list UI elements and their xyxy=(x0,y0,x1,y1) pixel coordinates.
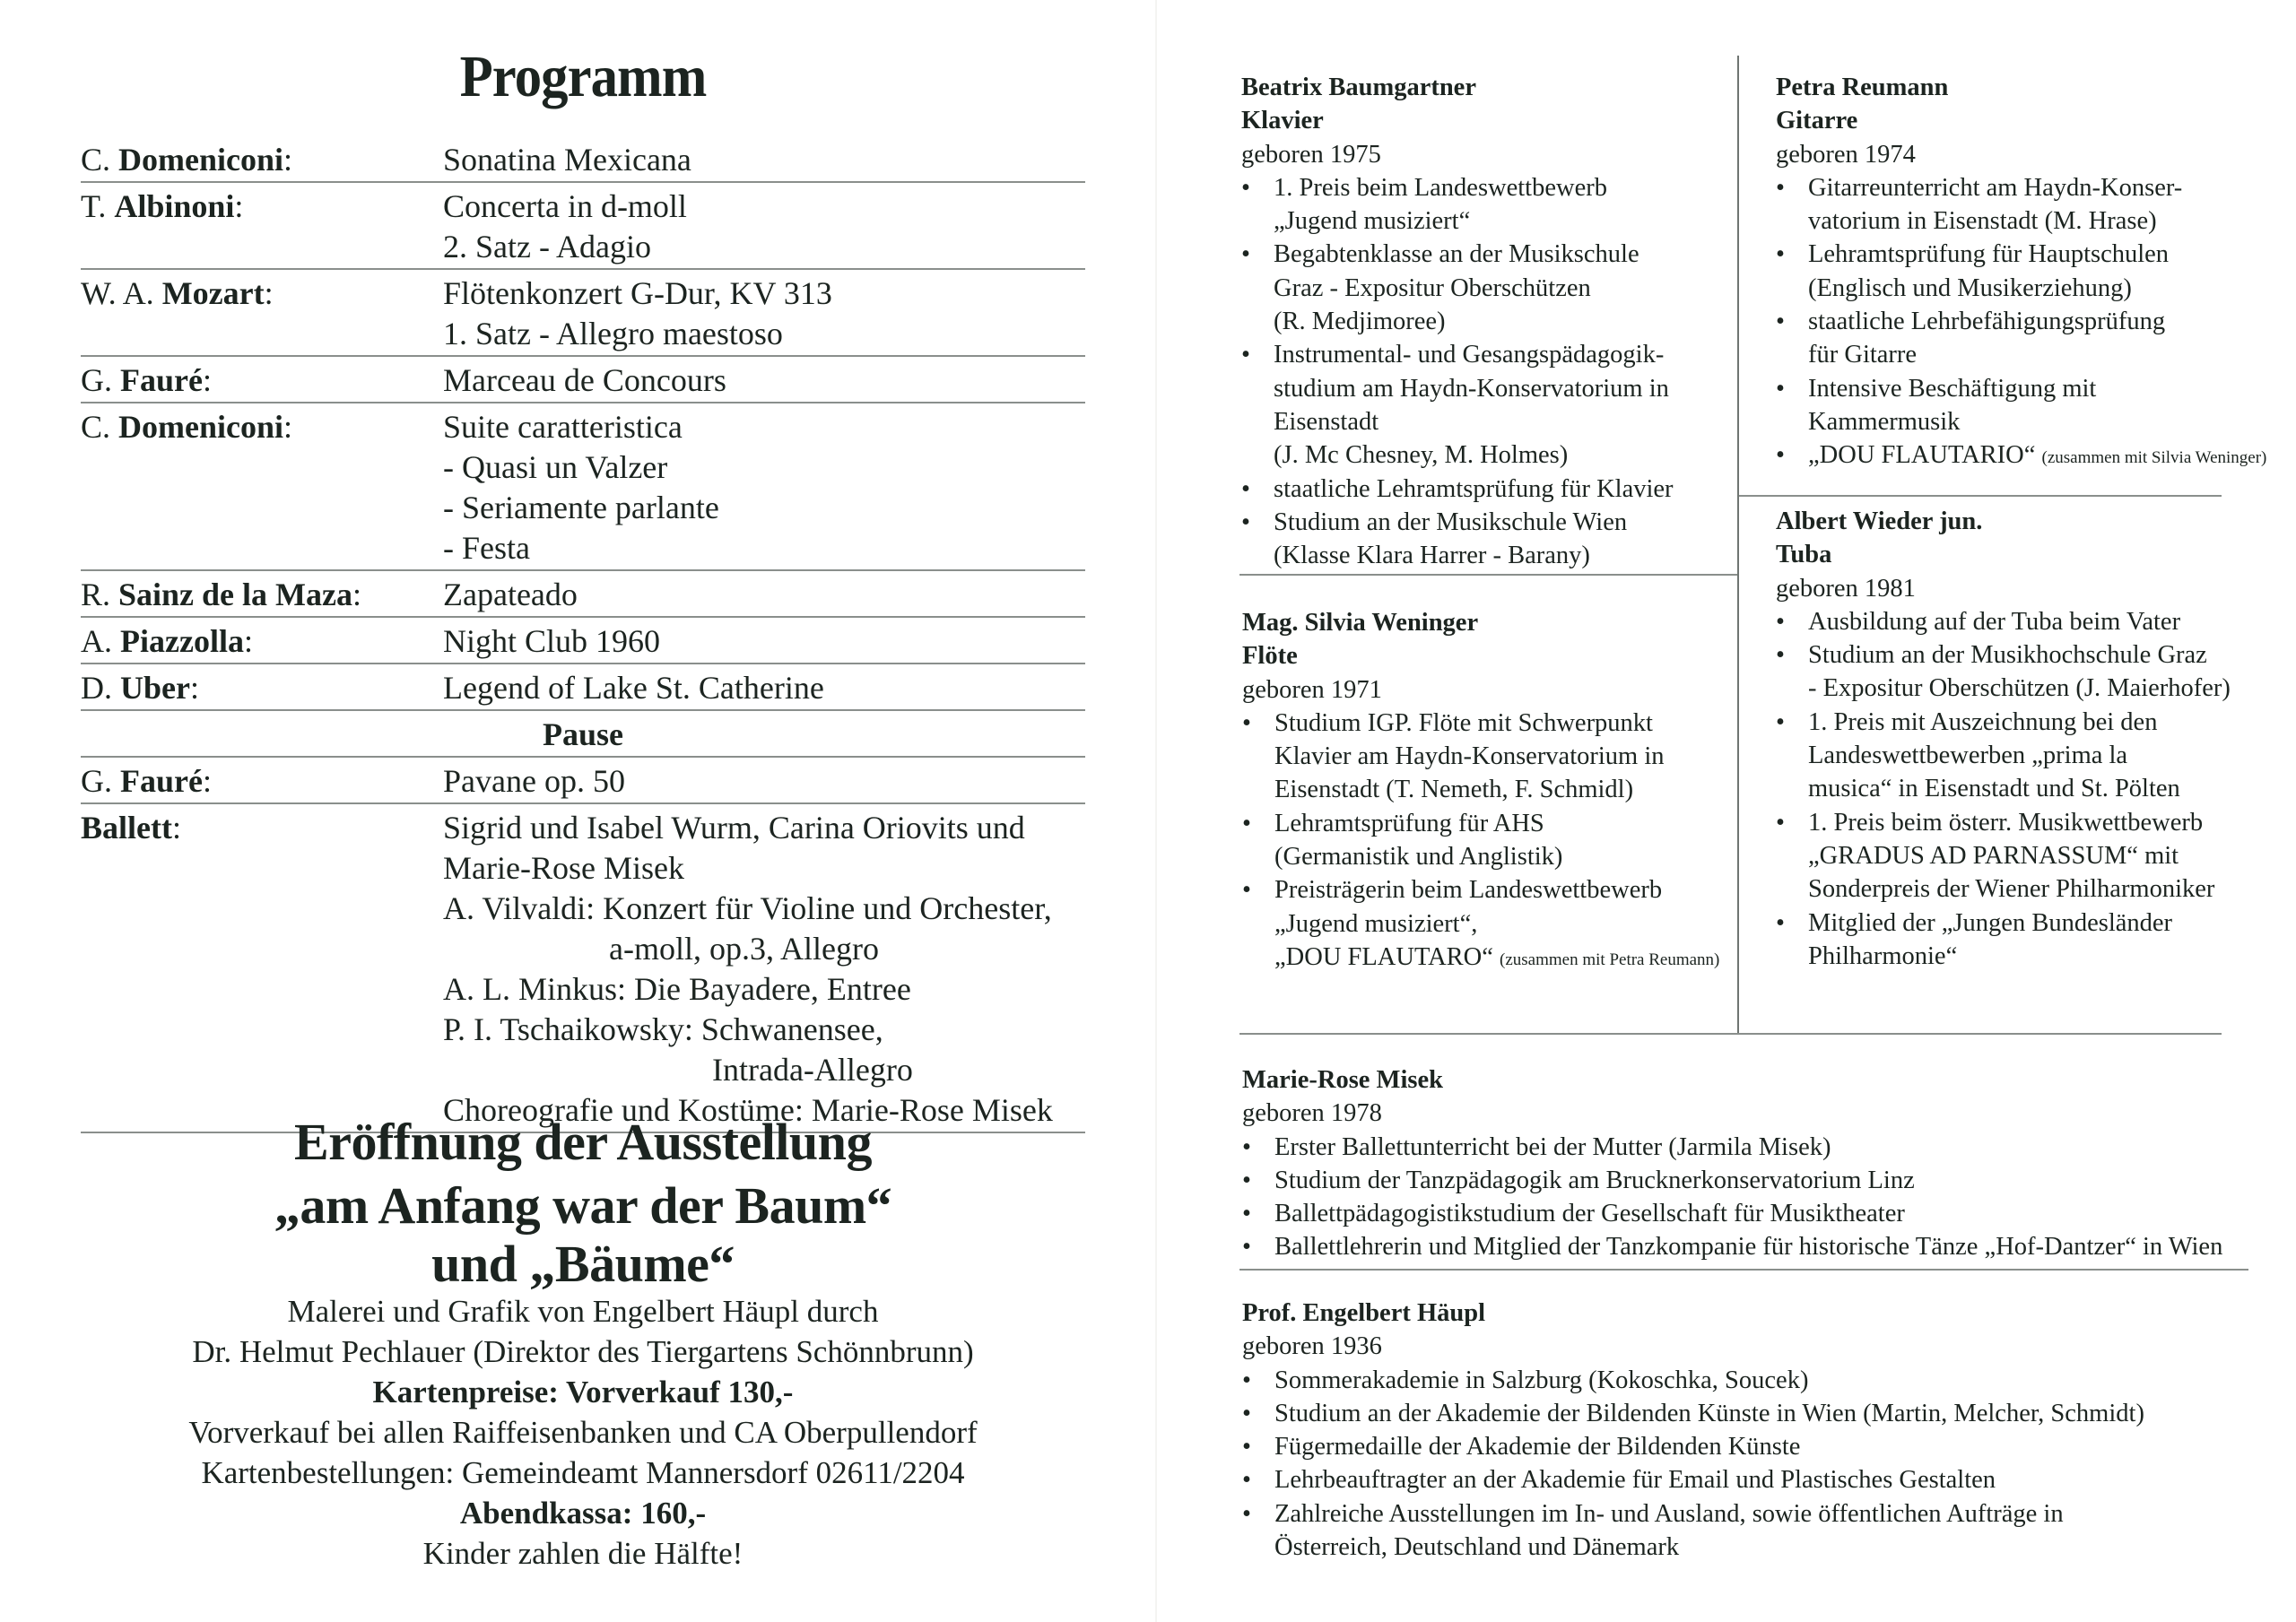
work-title: a-moll, op.3, Allegro xyxy=(609,930,879,967)
bio-line: • staatliche Lehrbefähigungsprüfung xyxy=(1808,308,2166,336)
bio-list xyxy=(1242,1364,2283,1565)
performer-instrument: Tuba xyxy=(1776,541,1832,569)
ensemble-note: (zusammen mit Silvia Weninger) xyxy=(2041,448,2267,468)
bio-line: • Lehramtsprüfung für AHS xyxy=(1274,809,1544,837)
composer-initials: W. A. xyxy=(81,274,162,311)
bio-line: • Preisträgerin beim Landeswettbewerb xyxy=(1274,876,1663,905)
performer-instrument: Gitarre xyxy=(1776,107,1858,135)
composer-surname: Fauré xyxy=(120,762,203,799)
bio-line: (J. Mc Chesney, M. Holmes) xyxy=(1274,441,1569,470)
bio-list xyxy=(1242,707,1731,976)
work-title: Marceau de Concours xyxy=(443,361,726,398)
program-row xyxy=(81,758,1085,804)
bio-line: Österreich, Deutschland und Dänemark xyxy=(1274,1533,1680,1562)
bio-line: „Jugend musiziert“ xyxy=(1274,207,1471,236)
composer-name xyxy=(81,576,443,613)
work-title: Sigrid und Isabel Wurm, Carina Oriovits und xyxy=(443,809,1025,846)
bio-line: studium am Haydn-Konservatorium in xyxy=(1274,374,1669,403)
exhibition-description: Malerei und Grafik von Engelbert Häupl durch xyxy=(287,1294,879,1329)
bio-list-item xyxy=(1241,338,1730,472)
performer-instrument: Flöte xyxy=(1242,642,1298,671)
bio-line: • Studium IGP. Flöte mit Schwerpunkt xyxy=(1274,708,1653,737)
composer-name xyxy=(81,274,443,312)
work-title: A. Vilvaldi: Konzert für Violine und Orchester, xyxy=(443,889,1052,926)
bio-list-item xyxy=(1241,473,1730,506)
bio-line: • Studium an der Musikhochschule Graz xyxy=(1808,641,2207,670)
composer-initials: R. xyxy=(81,576,119,612)
program-row xyxy=(81,136,1085,183)
composer-colon: : xyxy=(234,187,244,224)
composer-surname: Ballett xyxy=(81,809,172,846)
composer-name xyxy=(81,187,443,225)
bio-list xyxy=(1242,1131,2283,1264)
bio-list-item xyxy=(1242,1463,2283,1496)
bio-line: • Erster Ballettunterricht bei der Mutter (Jarmila Misek) xyxy=(1274,1132,1831,1161)
bio-silvia-weninger xyxy=(1242,606,1731,976)
bio-list-item xyxy=(1776,605,2287,638)
pause-label: Pause xyxy=(543,716,623,752)
bio-line: • 1. Preis beim Landeswettbewerb xyxy=(1274,173,1607,202)
bio-list-item xyxy=(1242,873,1731,976)
bio-list-item xyxy=(1776,372,2287,439)
bio-list-item xyxy=(1776,238,2287,305)
bio-line: • Ballettpädagogistikstudium der Gesellschaft für Musiktheater xyxy=(1274,1200,1905,1228)
composer-name xyxy=(81,809,443,846)
divider-middle xyxy=(1239,1033,2222,1035)
bio-line: (R. Medjimoree) xyxy=(1274,308,1446,336)
work-title: - Seriamente parlante xyxy=(443,489,719,525)
program-row xyxy=(81,618,1085,664)
composer-initials: G. xyxy=(81,762,120,799)
bio-list-item xyxy=(1776,906,2287,974)
composer-initials: A. xyxy=(81,622,120,659)
bio-line: • Sommerakademie in Salzburg (Kokoschka, Soucek) xyxy=(1274,1366,1809,1394)
composer-initials: T. xyxy=(81,187,115,224)
exhibition-title-line: und „Bäume“ xyxy=(431,1235,735,1293)
ensemble-name: „DOU FLAUTARIO“ xyxy=(1808,441,2042,470)
presale-info: Vorverkauf bei allen Raiffeisenbanken und CA Oberpullendorf xyxy=(188,1415,978,1450)
bio-list-item xyxy=(1241,238,1730,338)
bio-line: • Ausbildung auf der Tuba beim Vater xyxy=(1808,607,2181,636)
bio-line: musica“ in Eisenstadt und St. Pölten xyxy=(1808,775,2180,803)
birth-year: geboren 1978 xyxy=(1242,1099,1382,1128)
program-row xyxy=(81,357,1085,403)
bio-line: • Studium an der Musikschule Wien xyxy=(1274,507,1628,536)
bio-list-item xyxy=(1242,1497,2283,1565)
bio-list-item xyxy=(1776,638,2287,706)
program-title: Programm xyxy=(459,44,707,109)
bio-line: • Ballettlehrerin und Mitglied der Tanzkompanie für historische Tänze „Hof-Dantzer“ in Wien xyxy=(1274,1233,2223,1262)
composer-colon: : xyxy=(283,408,293,445)
column-divider xyxy=(1737,56,1739,1034)
bio-line: (Englisch und Musikerziehung) xyxy=(1808,273,2132,302)
bio-line: • 1. Preis mit Auszeichnung bei den xyxy=(1808,707,2158,736)
composer-surname: Uber xyxy=(120,669,190,706)
work-title: 2. Satz - Adagio xyxy=(443,228,651,265)
composer-name xyxy=(81,408,443,446)
composer-name xyxy=(81,622,443,660)
bio-list-item xyxy=(1242,707,1731,807)
exhibition-description: Dr. Helmut Pechlauer (Direktor des Tiergartens Schönnbrunn) xyxy=(192,1334,974,1369)
work-title: A. L. Minkus: Die Bayadere, Entree xyxy=(443,970,911,1007)
bio-line: (Klasse Klara Harrer - Barany) xyxy=(1274,542,1590,570)
composer-initials: G. xyxy=(81,361,120,398)
divider-left-top xyxy=(1239,574,1737,576)
bio-line: • Intensive Beschäftigung mit xyxy=(1808,374,2097,403)
bio-line: • Gitarreunterricht am Haydn-Konser- xyxy=(1808,173,2183,202)
work-title: 1. Satz - Allegro maestoso xyxy=(443,315,783,351)
performer-name: Marie-Rose Misek xyxy=(1242,1066,1443,1094)
work-title: Flötenkonzert G-Dur, KV 313 xyxy=(443,274,832,311)
birth-year: geboren 1975 xyxy=(1241,140,1381,169)
work-title: Pavane op. 50 xyxy=(443,762,625,799)
composer-surname: Albinoni xyxy=(114,187,235,224)
composer-colon: : xyxy=(243,622,253,659)
bio-petra-reumann xyxy=(1776,71,2287,475)
performer-name: Mag. Silvia Weninger xyxy=(1242,609,1479,637)
work-title: Suite caratteristica xyxy=(443,408,683,445)
work-title: - Festa xyxy=(443,529,530,566)
bio-marie-rose-misek xyxy=(1242,1063,2283,1264)
bio-list xyxy=(1241,171,1730,573)
bio-list-item xyxy=(1776,438,2287,474)
bio-line: Eisenstadt (T. Nemeth, F. Schmidl) xyxy=(1274,776,1634,804)
bio-line: • Fügermedaille der Akademie der Bildenden Künste xyxy=(1274,1433,1801,1462)
composer-colon: : xyxy=(264,274,274,311)
bio-list-item xyxy=(1242,1430,2283,1463)
bio-line: Landeswettbewerben „prima la xyxy=(1808,742,2128,770)
performer-name: Beatrix Baumgartner xyxy=(1241,74,1476,101)
bio-list-item xyxy=(1242,1397,2283,1430)
bio-list-item xyxy=(1776,806,2287,906)
composer-colon: : xyxy=(202,762,212,799)
bio-line: Kammermusik xyxy=(1808,407,1961,436)
composer-initials: C. xyxy=(81,408,119,445)
birth-year: geboren 1974 xyxy=(1776,140,1916,169)
work-title: Intrada-Allegro xyxy=(712,1051,913,1088)
bio-line: • Lehramtsprüfung für Hauptschulen xyxy=(1808,240,2170,269)
bio-line: • Lehrbeauftragter an der Akademie für Email und Plastisches Gestalten xyxy=(1274,1466,1996,1495)
bio-line: Klavier am Haydn-Konservatorium in xyxy=(1274,742,1665,771)
performer-name: Albert Wieder jun. xyxy=(1776,507,1983,535)
bio-list-item xyxy=(1241,506,1730,573)
bio-list-item xyxy=(1242,1164,2283,1197)
bio-line: • Studium der Tanzpädagogik am Brucknerkonservatorium Linz xyxy=(1274,1166,1915,1194)
bio-albert-wieder xyxy=(1776,505,2287,973)
program-table xyxy=(81,136,1085,1133)
exhibition-title-line: Eröffnung der Ausstellung xyxy=(294,1113,872,1171)
bio-list xyxy=(1776,605,2287,973)
composer-colon: : xyxy=(202,361,212,398)
work-title: P. I. Tschaikowsky: Schwanensee, xyxy=(443,1010,883,1047)
performer-instrument: Klavier xyxy=(1241,107,1324,135)
bio-line: „DOU FLAUTARO“ (zusammen mit Petra Reumann) xyxy=(1274,942,1720,971)
bio-line: „Jugend musiziert“, xyxy=(1274,909,1478,938)
work-title: - Quasi un Valzer xyxy=(443,448,668,485)
bio-line: • Begabtenklasse an der Musikschule xyxy=(1274,240,1639,269)
bio-list-item xyxy=(1776,171,2287,239)
program-row xyxy=(81,571,1085,618)
bio-line: (Germanistik und Anglistik) xyxy=(1274,843,1563,872)
composer-name xyxy=(81,141,443,178)
composer-surname: Mozart xyxy=(161,274,265,311)
presale-price: Kartenpreise: Vorverkauf 130,- xyxy=(372,1375,794,1409)
composer-surname: Piazzolla xyxy=(120,622,244,659)
bio-line: • Instrumental- und Gesangspädagogik- xyxy=(1274,341,1665,369)
bio-line: „GRADUS AD PARNASSUM“ mit xyxy=(1808,841,2179,870)
composer-surname: Sainz de la Maza xyxy=(118,576,352,612)
composer-colon: : xyxy=(171,809,181,846)
exhibition-title-line: „am Anfang war der Baum“ xyxy=(274,1176,892,1235)
work-title: Choreografie und Kostüme: Marie-Rose Misek xyxy=(443,1091,1053,1128)
bio-line: vatorium in Eisenstadt (M. Hrase) xyxy=(1808,207,2157,236)
bio-line: Graz - Expositur Oberschützen xyxy=(1274,273,1591,302)
work-title: Zapateado xyxy=(443,576,578,612)
composer-colon: : xyxy=(352,576,362,612)
bio-list-item xyxy=(1242,807,1731,874)
program-row xyxy=(81,711,1085,758)
birth-year: geboren 1971 xyxy=(1242,675,1382,704)
composer-name xyxy=(81,361,443,399)
program-row xyxy=(81,183,1085,270)
work-title: Legend of Lake St. Catherine xyxy=(443,669,824,706)
work-title: Marie-Rose Misek xyxy=(443,849,684,886)
composer-initials: C. xyxy=(81,141,119,178)
bio-list-item xyxy=(1242,1197,2283,1230)
bio-list-item xyxy=(1242,1131,2283,1164)
bio-list-item xyxy=(1242,1364,2283,1397)
bio-line: • Studium an der Akademie der Bildenden Künste in Wien (Martin, Melcher, Schmidt) xyxy=(1274,1399,2144,1427)
program-row xyxy=(81,664,1085,711)
bio-line: • Mitglied der „Jungen Bundesländer xyxy=(1808,908,2173,937)
performer-name: Prof. Engelbert Häupl xyxy=(1242,1299,1486,1327)
bio-beatrix-baumgartner xyxy=(1241,71,1730,572)
work-title: Concerta in d-moll xyxy=(443,187,687,224)
bio-engelbert-haeupl xyxy=(1242,1297,2283,1564)
bio-list-item xyxy=(1776,706,2287,806)
program-row xyxy=(81,270,1085,357)
birth-year: geboren 1981 xyxy=(1776,574,1916,603)
children-note: Kinder zahlen die Hälfte! xyxy=(422,1536,744,1571)
ticket-orders: Kartenbestellungen: Gemeindeamt Mannersdorf 02611/2204 xyxy=(201,1455,965,1490)
program-row xyxy=(81,804,1085,1133)
bio-list-item xyxy=(1242,1230,2283,1263)
composer-name xyxy=(81,669,443,707)
work-title: Sonatina Mexicana xyxy=(443,141,691,178)
bio-list-item xyxy=(1241,171,1730,239)
composer-initials: D. xyxy=(81,669,120,706)
bio-line: für Gitarre xyxy=(1808,341,1918,369)
bio-line: • staatliche Lehramtsprüfung für Klavier xyxy=(1274,474,1674,503)
program-row xyxy=(81,403,1085,571)
composer-colon: : xyxy=(189,669,199,706)
composer-colon: : xyxy=(283,141,293,178)
bio-list xyxy=(1776,171,2287,475)
bio-list-item xyxy=(1776,305,2287,372)
composer-surname: Domeniconi xyxy=(118,141,284,178)
bio-line: Philharmonie“ xyxy=(1808,941,1958,970)
composer-surname: Fauré xyxy=(120,361,203,398)
divider-lower xyxy=(1239,1269,2248,1271)
composer-surname: Domeniconi xyxy=(118,408,284,445)
bio-line: - Expositur Oberschützen (J. Maierhofer) xyxy=(1808,674,2231,703)
bio-line: Eisenstadt xyxy=(1274,407,1379,436)
divider-right-top xyxy=(1739,495,2222,497)
bio-line: • 1. Preis beim österr. Musikwettbewerb xyxy=(1808,808,2204,837)
composer-name xyxy=(81,762,443,800)
work-title: Night Club 1960 xyxy=(443,622,661,659)
bio-line: • Zahlreiche Ausstellungen im In- und Ausland, sowie öffentlichen Aufträge in xyxy=(1274,1499,2064,1528)
birth-year: geboren 1936 xyxy=(1242,1332,1382,1361)
performer-name: Petra Reumann xyxy=(1776,74,1949,101)
box-office-price: Abendkassa: 160,- xyxy=(459,1496,707,1531)
bio-line: Sonderpreis der Wiener Philharmoniker xyxy=(1808,875,2215,904)
exhibition-section xyxy=(81,1110,1085,1574)
